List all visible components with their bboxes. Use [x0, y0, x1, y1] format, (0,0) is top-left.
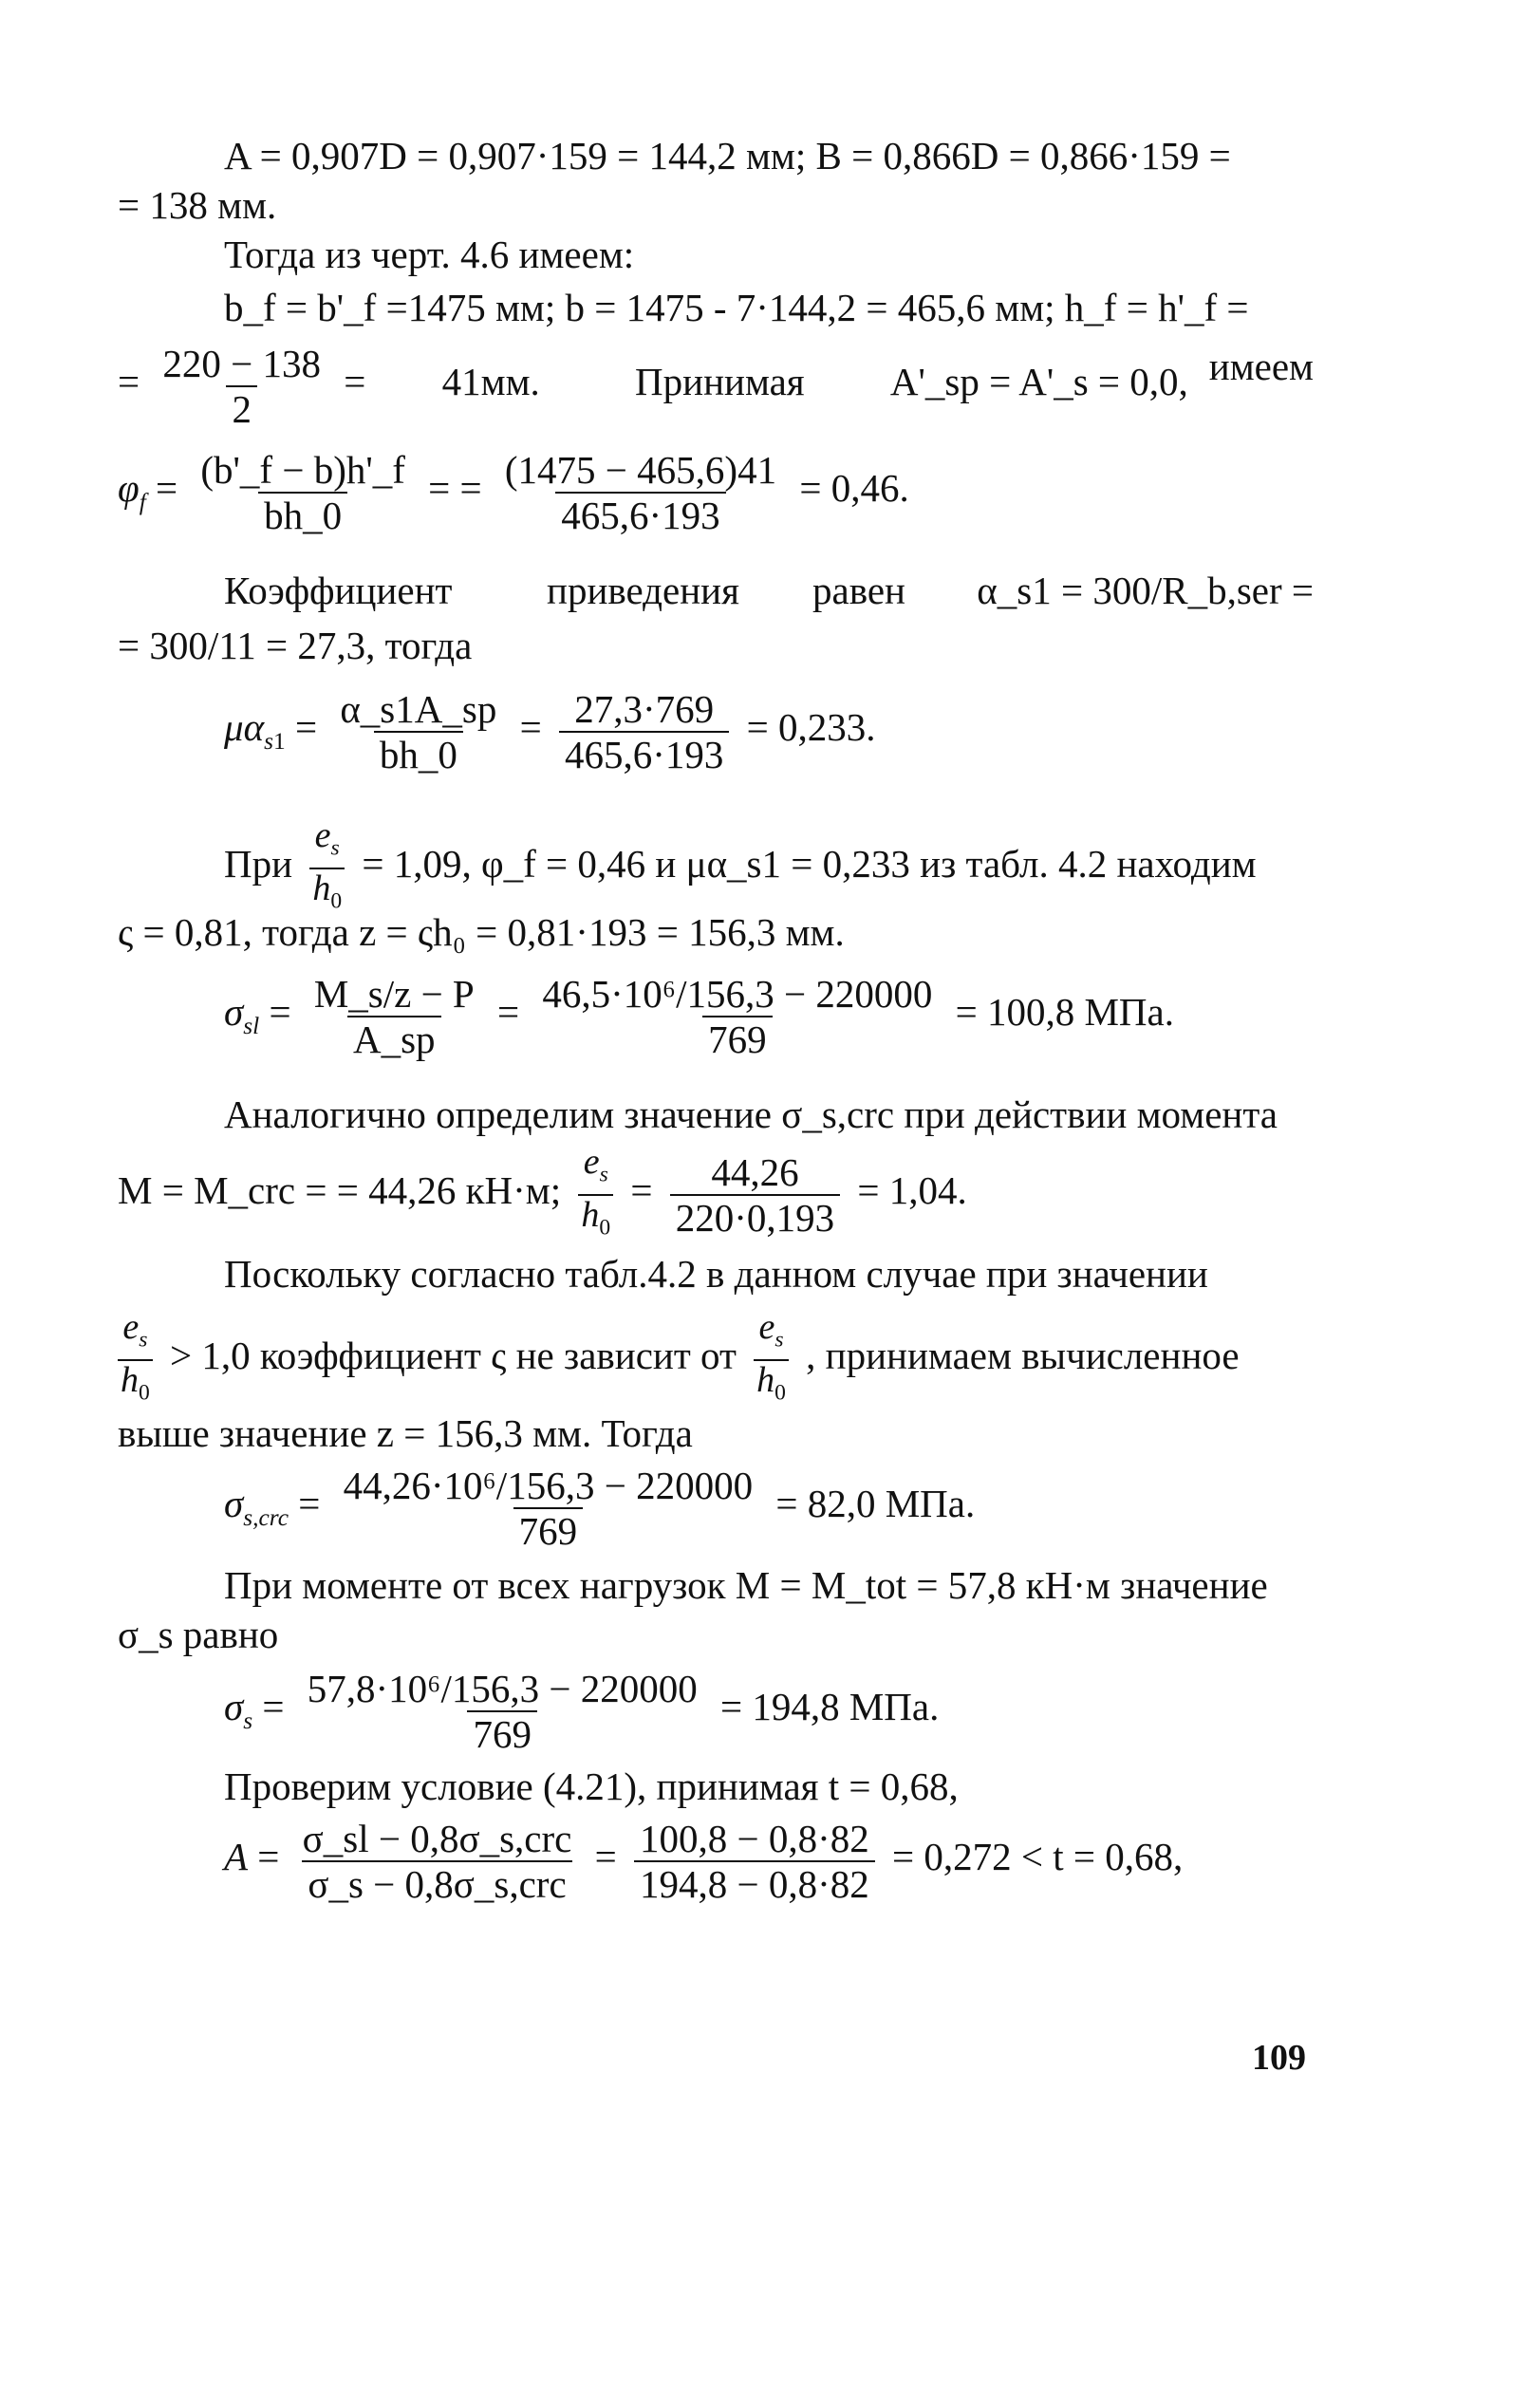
fraction-denominator: 2 — [226, 385, 257, 429]
text-flange-height: 41мм. — [441, 360, 540, 404]
fraction-denominator: 465,6·193 — [559, 731, 729, 775]
fraction-mu-numeric — [559, 689, 729, 775]
line-lever-arm — [118, 909, 845, 955]
text-when: При — [224, 842, 293, 886]
text-eccentricity-result: = 1,04. — [857, 1168, 967, 1212]
line-flange-height: = $\frac{220 - 138}{2}$ = 41мм. Принимая A'_sp = A'_s = 0,0, имеем — [118, 342, 1314, 431]
fraction-denominator: bh_0 — [374, 731, 463, 775]
text-independent: > 1,0 коэффициент ς не зависит от — [170, 1334, 737, 1377]
text-reduction: приведения — [547, 569, 739, 612]
line-phi-f: $\varphi_f$ = $\frac{(b'\_f - b)h'\_f}{bh\_0}$ = = $\frac{(1475 - 465,6)41}{465,6\cdot 193}$ = 0,46. — [118, 448, 909, 537]
fraction-numerator: 44,26·10⁶/156,3 − 220000 — [343, 1464, 754, 1507]
fraction-numerator: M_s/z − P — [313, 972, 475, 1016]
fraction-denominator: bh_0 — [258, 492, 347, 535]
text-sigma-crc-result: = 82,0 МПа. — [775, 1482, 976, 1526]
line-alpha-value — [118, 623, 472, 668]
text-phi-result: = 0,46. — [799, 466, 909, 511]
fraction-sigma-sl-numeric — [536, 974, 938, 1059]
line-cracking-moment: M = M_crc = = 44,26 кН·м; $\frac{e_s}{h_0}$ = $\frac{44,26}{220\cdot 0,193}$ = 1,04. — [118, 1145, 967, 1244]
line-total-moment — [224, 1562, 1268, 1608]
line-check-condition — [224, 1764, 959, 1809]
line-z-value — [118, 1410, 693, 1456]
fraction-numerator: (1475 − 465,6)41 — [504, 448, 777, 492]
fraction-numerator: (b'_f − b)h'_f — [200, 448, 405, 492]
fraction-condition-symbolic — [297, 1819, 578, 1904]
line-sigma-sl: $\sigma_{sl}$ = $\frac{M\_s/z - P}{A\_sp}$ = $\frac{\text{46,5·10⁶/156,3 − 220000}}{769}$ = 100,8 МПа. — [224, 972, 1174, 1061]
line-dimensions-a-b — [224, 133, 1231, 178]
text-condition-result: = 0,272 < t = 0,68, — [892, 1835, 1184, 1879]
fraction-es-h0: $\frac{e_s}{h_0}$ — [578, 1145, 613, 1244]
fraction-denominator: 769 — [702, 1016, 773, 1059]
fraction-denominator: 465,6·193 — [555, 492, 725, 535]
fraction-flange-height — [157, 344, 327, 429]
fraction-numerator: 27,3·769 — [574, 687, 715, 731]
text-sigma-s-result: = 194,8 МПа. — [719, 1685, 940, 1729]
fraction-sigma-s — [302, 1669, 703, 1754]
line-reduction-coefficient — [224, 568, 1314, 613]
fraction-phi-numeric — [499, 450, 782, 535]
fraction-numerator: σ_sl − 0,8σ_s,crc — [302, 1817, 572, 1860]
text-equals: равен — [812, 569, 905, 612]
fraction-denominator: σ_s − 0,8σ_s,crc — [302, 1860, 571, 1904]
line-condition-a: A = $\frac{\text{σ\_sl − 0,8σ\_s,crc}}{\text{σ\_s − 0,8σ\_s,crc}}$ = $\frac{100,8 - 0,8\cdot 82}{194,8 - 0,8\cdot 82}$ = 0,272 < t = 0,68, — [224, 1817, 1184, 1906]
fraction-numerator: α_s1A_sp — [340, 687, 497, 731]
line-sigma-s: $\sigma_s$ = $\frac{\text{57,8·10⁶/156,3 − 220000}}{769}$ = 194,8 МПа. — [224, 1667, 940, 1756]
text-sigma-s-equals: σ_s равно — [118, 1613, 279, 1656]
line-sigma-s-equals — [118, 1612, 278, 1657]
line-similarly — [224, 1092, 1278, 1137]
text-total-moment: При моменте от всех нагрузок M = M_tot = 57,8 кН·м значение — [224, 1563, 1268, 1607]
fraction-denominator: 769 — [513, 1507, 584, 1551]
fraction-sigma-sl-symbolic — [308, 974, 480, 1059]
line-sigma-crc: $\sigma_{s,crc}$ = $\frac{\text{44,26·10⁶/156,3 − 220000}}{769}$ = 82,0 МПа. — [224, 1464, 976, 1553]
fraction-es-h0: $\frac{e_s}{h_0}$ — [118, 1310, 153, 1409]
fraction-phi-symbolic — [195, 450, 411, 535]
fraction-denominator: 220·0,193 — [670, 1194, 840, 1238]
text-accept-computed: , принимаем вычисленное — [806, 1334, 1240, 1377]
line-flange-widths — [224, 285, 1249, 330]
text-coefficient: Коэффициент — [224, 569, 453, 612]
text-since: Поскольку согласно табл.4.2 в данном случае при значении — [224, 1252, 1208, 1296]
text-dimensions-a-b: A = 0,907D = 0,907·159 = 144,2 мм; B = 0,866D = 0,866·159 = — [224, 134, 1231, 177]
text-zero-area: A'_sp = A'_s = 0,0, — [889, 360, 1188, 404]
fraction-sigma-crc — [338, 1465, 758, 1551]
fraction-numerator: 220 − 138 — [162, 342, 321, 385]
text-similarly: Аналогично определим значение σ_s,crc при действии момента — [224, 1092, 1278, 1136]
text-alpha-value: = 300/11 = 27,3, тогда — [118, 624, 473, 667]
line-coefficient-independent — [118, 1307, 1240, 1409]
fraction-denominator: A_sp — [347, 1016, 441, 1059]
text-table-lookup: = 1,09, φ_f = 0,46 и μα_s1 = 0,233 из табл. 4.2 находим — [362, 842, 1257, 886]
fraction-condition-numeric — [634, 1819, 875, 1904]
fraction-denominator: 194,8 − 0,8·82 — [634, 1860, 875, 1904]
fraction-numerator: 57,8·10⁶/156,3 − 220000 — [307, 1667, 698, 1710]
text-lever-arm: ς = 0,81, тогда z = ςh₀ = 0,81·193 = 156,3 мм. — [118, 910, 845, 954]
fraction-es-h0: $\frac{e_s}{h_0}$ — [309, 818, 345, 918]
page-number: 109 — [1252, 2038, 1306, 2078]
text-z-value: выше значение z = 156,3 мм. Тогда — [118, 1411, 693, 1455]
fraction-es-h0: $\frac{e_s}{h_0}$ — [754, 1310, 789, 1409]
text-we-have: имеем — [1208, 345, 1314, 388]
text-flange-widths: b_f = b'_f =1475 мм; b = 1475 - 7·144,2 = 465,6 мм; h_f = h'_f = — [224, 286, 1249, 329]
line-b-result — [118, 182, 276, 228]
text-mu-result: = 0,233. — [746, 705, 876, 750]
text-assuming: Принимая — [635, 360, 805, 404]
text-cracking-moment: M = M_crc = = 44,26 кН·м; — [118, 1168, 562, 1212]
text-check-condition: Проверим условие (4.21), принимая t = 0,68, — [224, 1764, 959, 1808]
line-since — [224, 1251, 1208, 1297]
fraction-numerator: 46,5·10⁶/156,3 − 220000 — [542, 972, 933, 1016]
text-from-drawing: Тогда из черт. 4.6 имеем: — [224, 233, 635, 276]
line-from-drawing — [224, 232, 634, 277]
fraction-mu-symbolic — [334, 689, 502, 775]
text-alpha-formula: α_s1 = 300/R_b,ser = — [977, 569, 1314, 612]
fraction-denominator: 769 — [467, 1710, 537, 1754]
fraction-numerator: 100,8 − 0,8·82 — [639, 1817, 869, 1860]
fraction-numerator: 44,26 — [711, 1149, 799, 1194]
line-table-lookup — [224, 815, 1257, 918]
fraction-eccentricity — [670, 1149, 840, 1240]
line-mu-alpha: $\mu\alpha_{s1}$ = $\frac{\alpha\_s1A\_sp}{bh\_0}$ = $\frac{27,3\cdot 769}{465,6\cdot 193}$ = 0,233. — [224, 687, 876, 776]
text-sigma-sl-result: = 100,8 МПа. — [955, 990, 1174, 1035]
text-b-result: = 138 мм. — [118, 183, 277, 227]
